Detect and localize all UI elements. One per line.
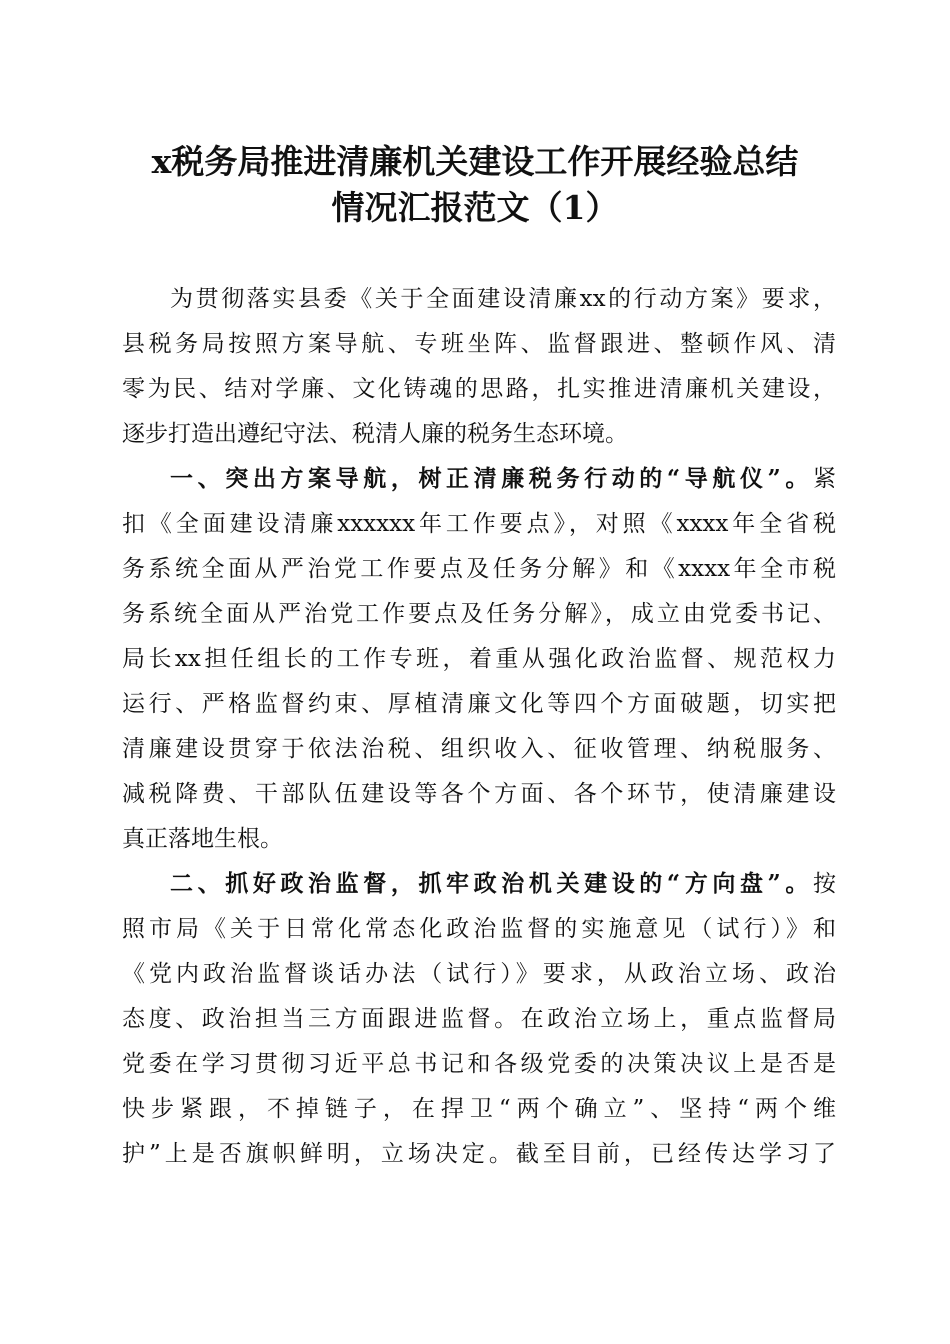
document-title-line-1: x税务局推进清廉机关建设工作开展经验总结 [151, 142, 799, 181]
section-1-line: 扣《全面建设清廉xxxxxx年工作要点》，对照《xxxx年全省税 [122, 511, 836, 537]
intro-line: 零为民、结对学廉、文化铸魂的思路，扎实推进清廉机关建设， [122, 376, 836, 402]
section-1-line: 局长xx担任组长的工作专班，着重从强化政治监督、规范权力 [122, 646, 836, 672]
section-2-heading-tail: 按 [813, 871, 836, 897]
intro-line: 逐步打造出遵纪守法、税清人廉的税务生态环境。 [122, 421, 628, 447]
section-1-line: 务系统全面从严治党工作要点及任务分解》和《xxxx年全市税 [122, 556, 836, 582]
document-title-line-2: 情况汇报范文（1） [331, 188, 619, 227]
section-1-line: 清廉建设贯穿于依法治税、组织收入、征收管理、纳税服务、 [122, 736, 836, 762]
section-1-line: 运行、严格监督约束、厚植清廉文化等四个方面破题，切实把 [122, 691, 836, 717]
section-2-first-line [170, 869, 836, 899]
section-2-line: 《党内政治监督谈话办法（试行）》要求，从政治立场、政治 [122, 961, 836, 987]
section-1-line: 务系统全面从严治党工作要点及任务分解》，成立由党委书记、 [122, 601, 836, 627]
section-1-line: 减税降费、干部队伍建设等各个方面、各个环节，使清廉建设 [122, 781, 836, 807]
section-1-line: 真正落地生根。 [122, 826, 283, 852]
section-1-heading: 一、突出方案导航，树正清廉税务行动的“导航仪”。 [170, 465, 813, 492]
section-2-heading: 二、抓好政治监督，抓牢政治机关建设的“方向盘”。 [170, 870, 813, 897]
section-2-line: 态度、政治担当三方面跟进监督。在政治立场上，重点监督局 [122, 1006, 836, 1032]
section-2-line: 党委在学习贯彻习近平总书记和各级党委的决策决议上是否是 [122, 1051, 836, 1077]
section-2-line: 照市局《关于日常化常态化政治监督的实施意见（试行）》和 [122, 916, 836, 942]
intro-line: 县税务局按照方案导航、专班坐阵、监督跟进、整顿作风、清 [122, 331, 836, 357]
intro-line: 为贯彻落实县委《关于全面建设清廉xx的行动方案》要求， [170, 286, 836, 312]
section-2-line: 护”上是否旗帜鲜明，立场决定。截至目前，已经传达学习了 [122, 1141, 836, 1167]
section-1-first-line [170, 464, 836, 494]
section-2-line: 快步紧跟，不掉链子，在捍卫“两个确立”、坚持“两个维 [122, 1096, 836, 1122]
section-1-heading-tail: 紧 [813, 466, 836, 492]
